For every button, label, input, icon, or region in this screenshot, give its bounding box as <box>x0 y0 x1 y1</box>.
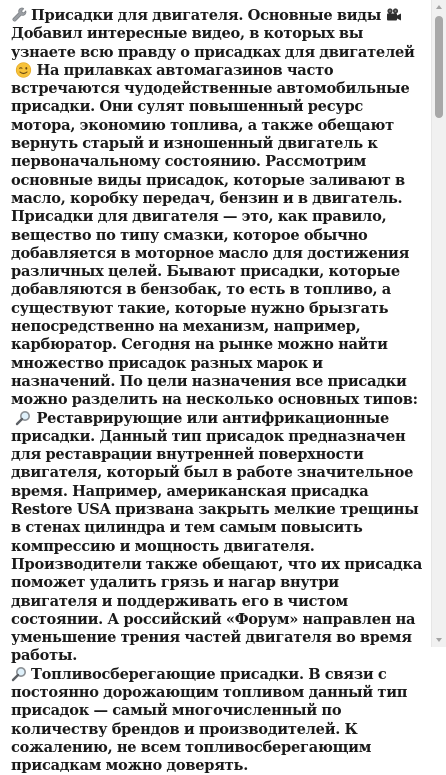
section-fuel-saving-additives: Топливосберегающие присадки. В связи с постоянно дорожающим топливом данный тип присадок — самый многочисленный по количеству брендов и производителей. К сожалению, не всем топливосберегающим присадкам можно доверять. <box>11 665 408 775</box>
article-title: Присадки для двигателя. Основные виды <box>31 7 382 24</box>
winking-face-icon <box>15 62 32 78</box>
intro-first-sentence: Добавил интересные видео, в которых вы узнаете всю правду о присадках для двигателей <box>11 25 415 61</box>
intro-paragraph: На прилавках автомагазинов часто встречаются чудодейственные автомобильные присадки. Они сулят повышенный ресурс мотора, экономию топлива, а также обещают вернуть старый и изношенный двигатель к первоначальному состоянию. Рассмотрим основные виды присадок, которые заливают в масло, коробку передач, бензин и в двигатель. Присадки для двигателя — это, как правило, вещество по типу смазки, которое обычно добавляется в моторное масло для достижения различных целей. Бывают присадки, которые добавляются в бензобак, то есть в топливо, а существуют такие, которые нужно брызгать непосредственно на механизм, например, карбюратор. Сегодня на рынке можно найти множество присадок разных марок и назначений. По цели назначения все присадки можно разделить на несколько основных типов: <box>11 61 418 409</box>
wrench-icon <box>11 7 28 23</box>
magnifying-glass-icon <box>15 410 32 426</box>
article-text <box>11 7 423 775</box>
scrollbar-thumb[interactable] <box>435 16 443 118</box>
vertical-scrollbar[interactable] <box>431 0 446 647</box>
movie-camera-icon <box>385 7 402 23</box>
scroll-up-arrow-icon[interactable] <box>432 0 446 14</box>
section-restoring-additives: Реставрирующие или антифрикационные присадки. Данный тип присадок предназначен для реставрации внутренней поверхности двигателя, который был в работе значительное время. Например, американская присадка Restore USA призвана закрыть мелкие трещины в стенах цилиндра и тем самым повысить компрессию и мощность двигателя. Производители также обещают, что их присадка поможет удалить грязь и нагар внутри двигателя и поддерживать его в чистом состоянии. А российский «Форум» направлен на уменьшение трения частей двигателя во время работы. <box>11 409 423 665</box>
magnifying-glass-icon <box>11 666 28 682</box>
scroll-down-arrow-icon[interactable] <box>432 633 446 647</box>
article-body <box>11 7 423 775</box>
